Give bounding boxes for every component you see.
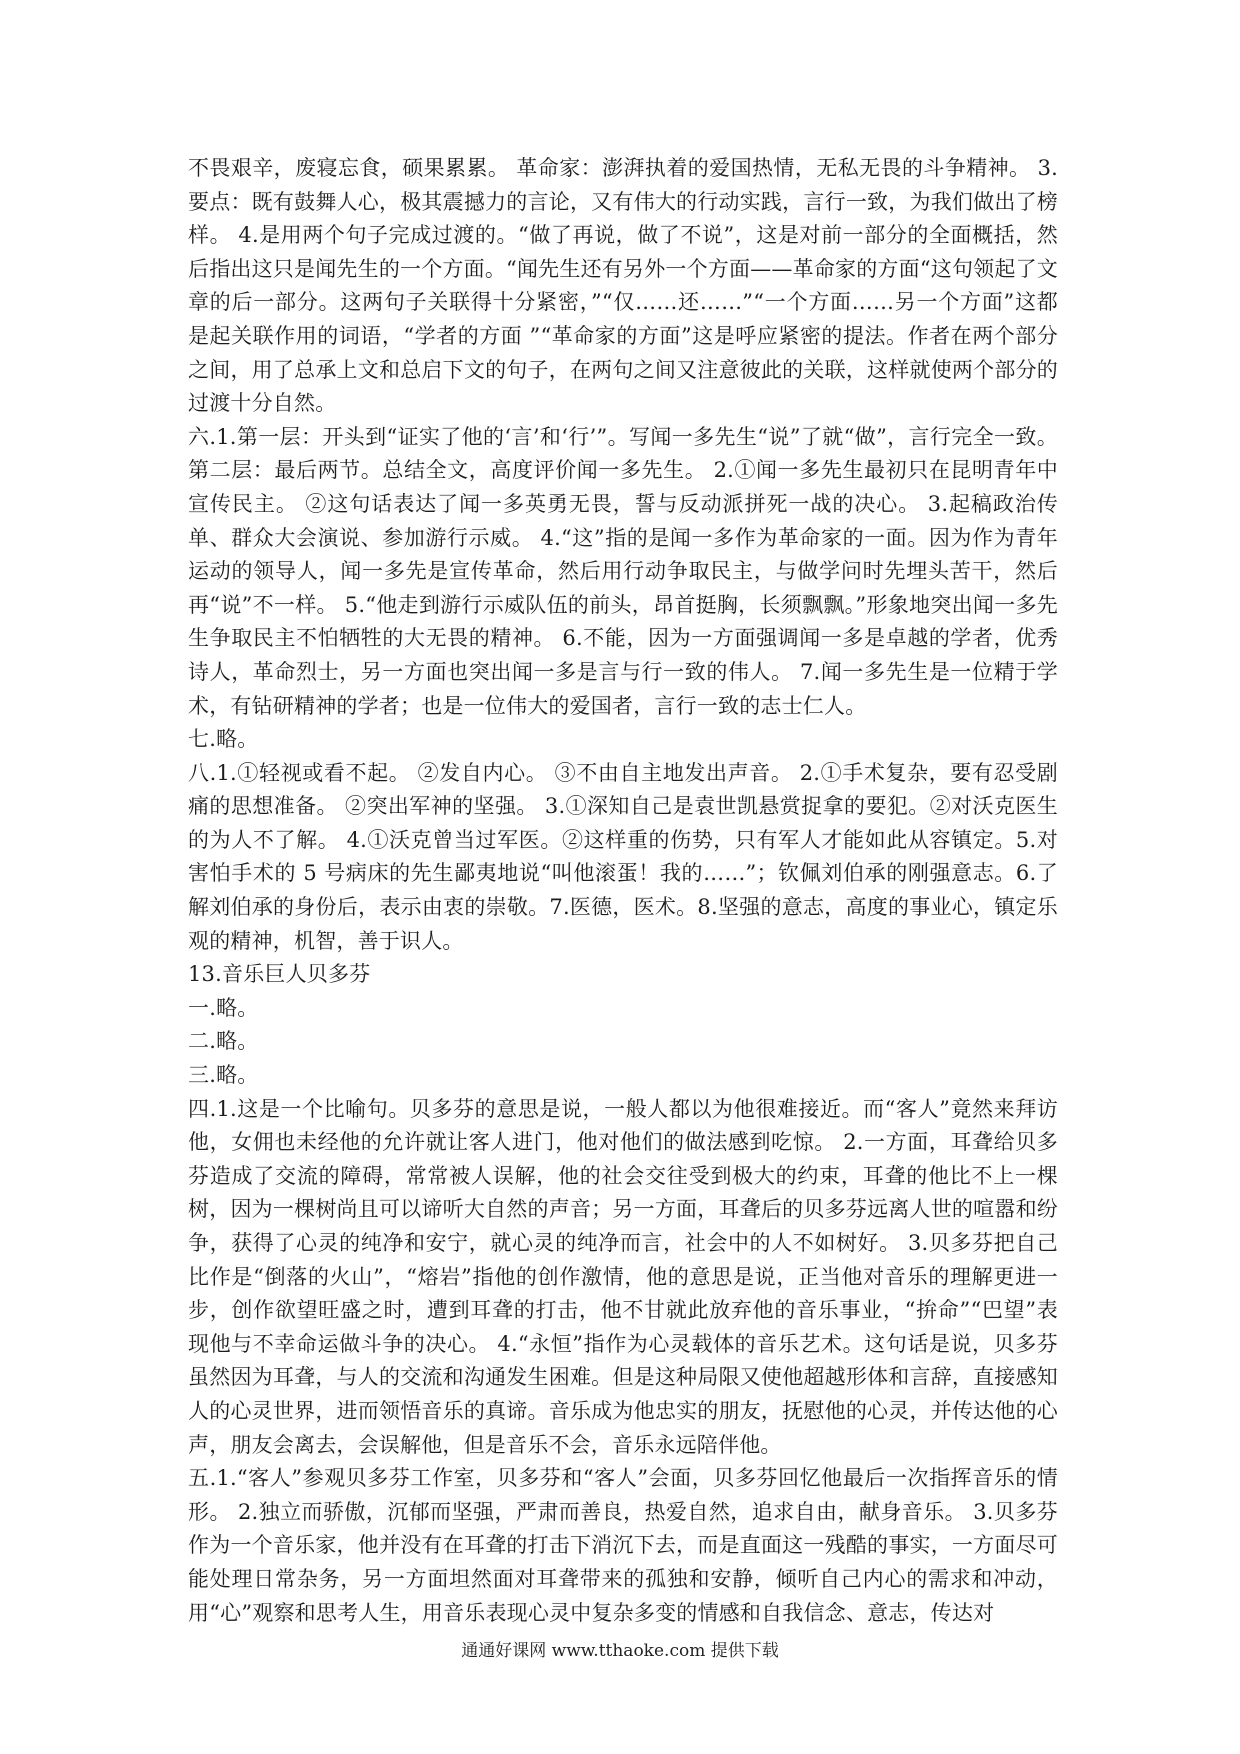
answer-paragraph-continuation: 不畏艰辛，废寝忘食，硕果累累。 革命家：澎湃执着的爱国热情，无私无畏的斗争精神。 3.要点：既有鼓舞人心，极其震撼力的言论，又有伟大的行动实践，言行一致，为我们做出了榜样。 4.是用两个句子完成过渡的。“做了再说，做了不说”，这是对前一部分的全面概括，然后指出这只是闻先生的一个方面。“闻先生还有另外一个方面——革命家的方面“这句领起了文章的后一部分。这两句子关联得十分紧密，”“仅……还……”“一个方面……另一个方面”这都是起关联作用的词语，“学者的方面 ”“革命家的方面”这是呼应紧密的提法。作者在两个部分之间，用了总承上文和总启下文的句子，在两句之间又注意彼此的关联，这样就使两个部分的过渡十分自然。	[188, 156, 1058, 416]
lesson-title: 13.音乐巨人贝多芬	[188, 962, 371, 987]
answer-section-6: 六.1.第一层：开头到“证实了他的‘言’和‘行’”。写闻一多先生“说”了就“做”，言行完全一致。第二层：最后两节。总结全文，高度评价闻一多先生。 2.①闻一多先生最初只在昆明青年中宣传民主。 ②这句话表达了闻一多英勇无畏，誓与反动派拼死一战的决心。 3.起稿政治传单、群众大会演说、参加游行示威。 4.“这”指的是闻一多作为革命家的一面。因为作为青年运动的领导人，闻一多先是宣传革命，然后用行动争取民主，与做学问时先埋头苦干，然后再“说”不一样。 5.“他走到游行示威队伍的前头，昂首挺胸，长须飘飘。”形象地突出闻一多先生争取民主不怕牺牲的大无畏的精神。 6.不能，因为一方面强调闻一多是卓越的学者，优秀诗人，革命烈士，另一方面也突出闻一多是言与行一致的伟人。 7.闻一多先生是一位精于学术，有钻研精神的学者；也是一位伟大的爱国者，言行一致的志士仁人。	[188, 424, 1058, 718]
answer-section-3: 三.略。	[188, 1063, 259, 1088]
answer-section-2: 二.略。	[188, 1029, 259, 1054]
answer-section-7: 七.略。	[188, 727, 259, 752]
page-footer: 通通好课网 www.tthaoke.com 提供下载	[461, 1641, 779, 1661]
answer-section-4: 四.1.这是一个比喻句。贝多芬的意思是说，一般人都以为他很难接近。而“客人”竟然来拜访他，女佣也未经他的允许就让客人进门，他对他们的做法感到吃惊。 2.一方面，耳聋给贝多芬造成了交流的障碍，常常被人误解，他的社会交往受到极大的约束，耳聋的他比不上一棵树，因为一棵树尚且可以谛听大自然的声音；另一方面，耳聋后的贝多芬远离人世的喧嚣和纷争，获得了心灵的纯净和安宁，就心灵的纯净而言，社会中的人不如树好。 3.贝多芬把自己比作是“倒落的火山”，“熔岩”指他的创作激情，他的意思是说，正当他对音乐的理解更进一步，创作欲望旺盛之时，遭到耳聋的打击，他不甘就此放弃他的音乐事业，“拚命”“巴望”表现他与不幸命运做斗争的决心。 4.“永恒”指作为心灵载体的音乐艺术。这句话是说，贝多芬虽然因为耳聋，与人的交流和沟通发生困难。但是这种局限又使他超越形体和言辞，直接感知人的心灵世界，进而领悟音乐的真谛。音乐成为他忠实的朋友，抚慰他的心灵，并传达他的心声，朋友会离去，会误解他，但是音乐不会，音乐永远陪伴他。	[188, 1096, 1058, 1457]
answer-section-5: 五.1.“客人”参观贝多芬工作室，贝多芬和“客人”会面，贝多芬回忆他最后一次指挥音乐的情形。 2.独立而骄傲，沉郁而坚强，严肃而善良，热爱自然，追求自由，献身音乐。 3.贝多芬作为一个音乐家，他并没有在耳聋的打击下消沉下去，而是直面这一残酷的事实，一方面尽可能处理日常杂务，另一方面坦然面对耳聋带来的孤独和安静，倾听自己内心的需求和冲动，用“心”观察和思考人生，用音乐表现心灵中复杂多变的情感和自我信念、意志，传达对	[188, 1466, 1058, 1625]
answer-section-1: 一.略。	[188, 995, 259, 1020]
answer-section-8: 八.1.①轻视或看不起。 ②发自内心。 ③不由自主地发出声音。 2.①手术复杂，要有忍受剧痛的思想准备。 ②突出军神的坚强。 3.①深知自己是袁世凯悬赏捉拿的要犯。②对沃克医生的为人不了解。 4.①沃克曾当过军医。②这样重的伤势，只有军人才能如此从容镇定。5.对害怕手术的 5 号病床的先生鄙夷地说“叫他滚蛋！我的……”；钦佩刘伯承的刚强意志。6.了解刘伯承的身份后，表示由衷的崇敬。7.医德，医术。8.坚强的意志，高度的事业心，镇定乐观的精神，机智，善于识人。	[188, 760, 1058, 953]
document-body	[188, 152, 1058, 1630]
